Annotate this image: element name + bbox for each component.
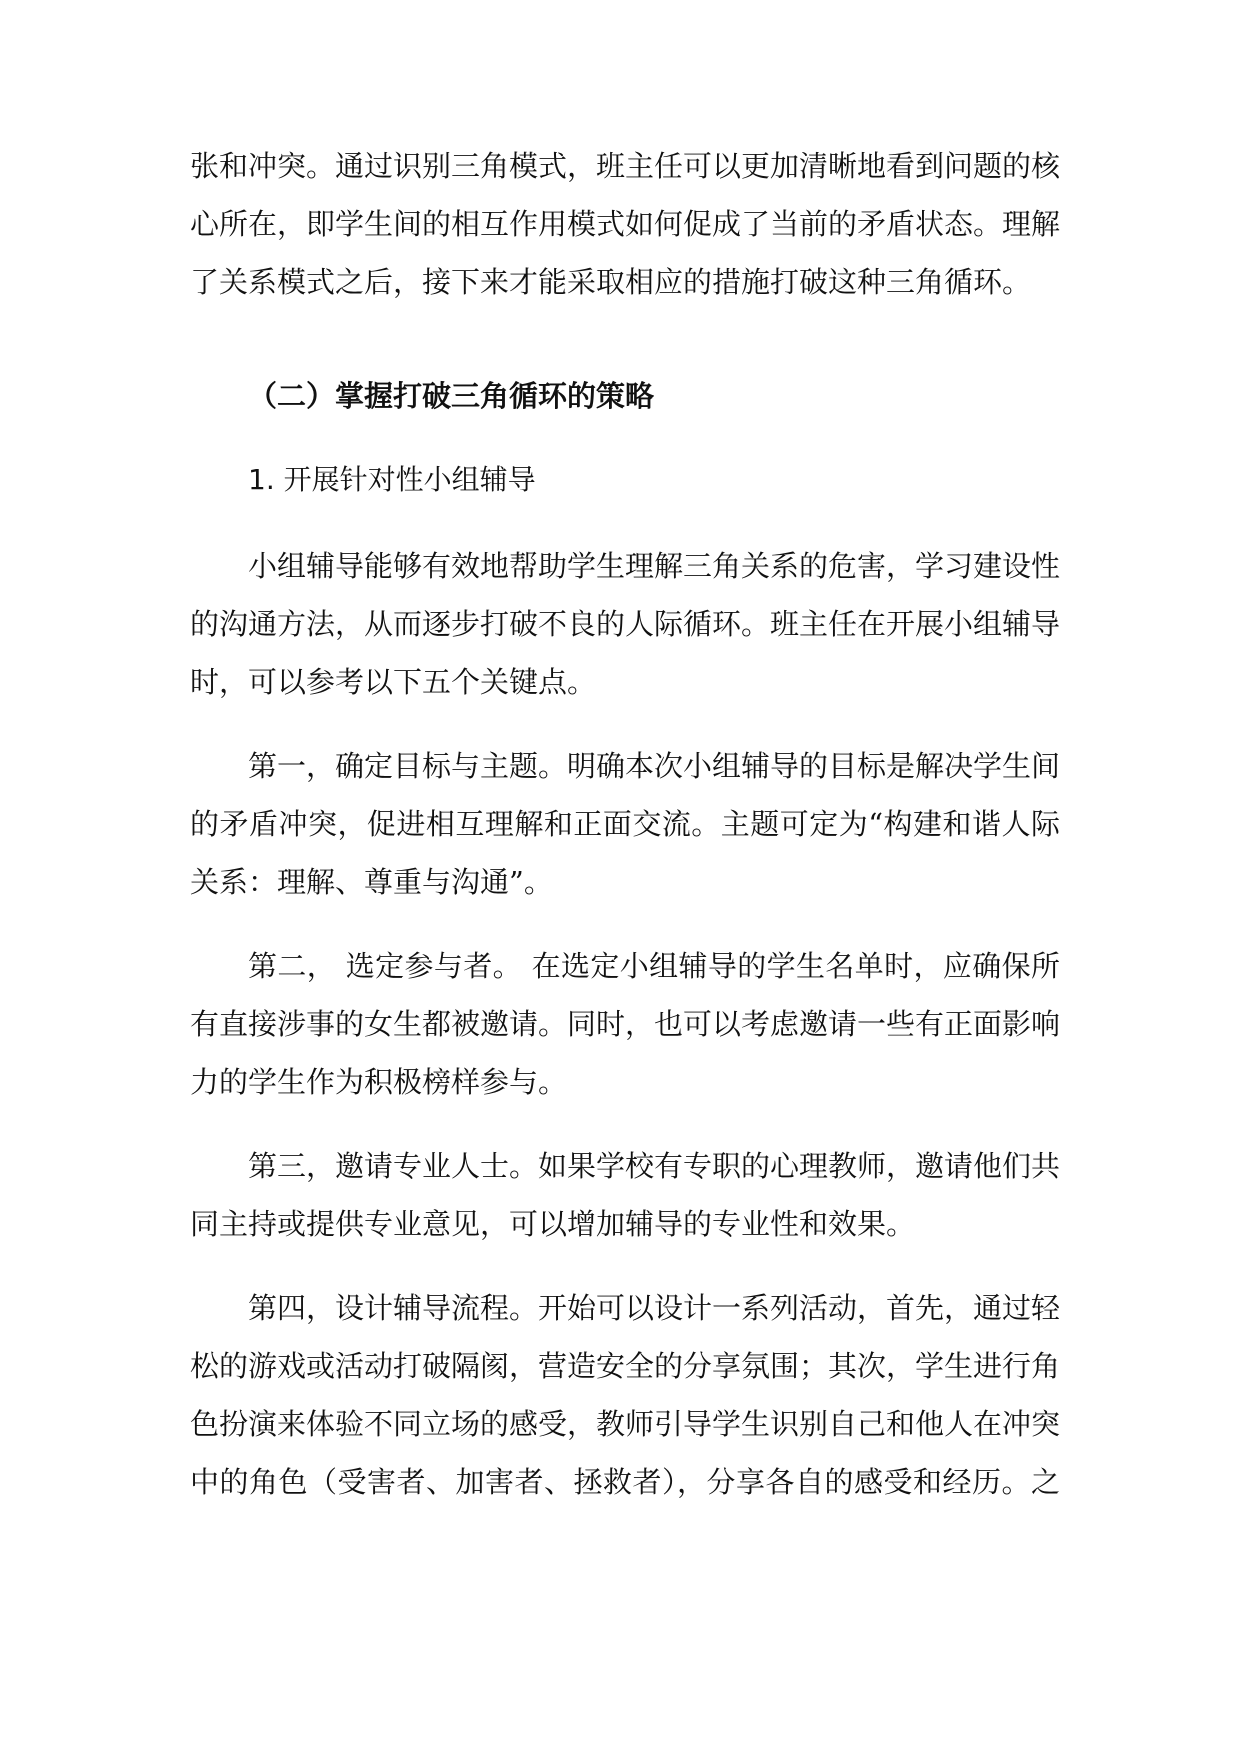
paragraph-2-line-1: 第一，确定目标与主题。明确本次小组辅导的目标是解决学生间 — [248, 749, 1061, 783]
paragraph-2-line-2: 的矛盾冲突，促进相互理解和正面交流。主题可定为“构建和谐人际 — [190, 807, 1060, 841]
paragraph-5-line-2: 松的游戏或活动打破隔阂，营造安全的分享氛围；其次，学生进行角 — [190, 1349, 1061, 1383]
paragraph-4-line-2: 同主持或提供专业意见，可以增加辅导的专业性和效果。 — [190, 1207, 916, 1241]
paragraph-1-line-1: 小组辅导能够有效地帮助学生理解三角关系的危害，学习建设性 — [248, 549, 1061, 583]
intro-line-2: 心所在，即学生间的相互作用模式如何促成了当前的矛盾状态。理解 — [190, 207, 1061, 241]
paragraph-5-line-3: 色扮演来体验不同立场的感受，教师引导学生识别自己和他人在冲突 — [190, 1407, 1061, 1441]
paragraph-1-line-3: 时，可以参考以下五个关键点。 — [190, 665, 597, 699]
paragraph-1-line-2: 的沟通方法，从而逐步打破不良的人际循环。班主任在开展小组辅导 — [190, 607, 1061, 641]
paragraph-5-line-4: 中的角色（受害者、加害者、拯救者），分享各自的感受和经历。之 — [190, 1465, 1060, 1499]
intro-line-3: 了关系模式之后，接下来才能采取相应的措施打破这种三角循环。 — [190, 265, 1032, 299]
intro-line-1: 张和冲突。通过识别三角模式，班主任可以更加清晰地看到问题的核 — [190, 149, 1061, 183]
paragraph-2-line-3: 关系：理解、尊重与沟通”。 — [190, 865, 553, 899]
section-heading: （二）掌握打破三角循环的策略 — [248, 379, 655, 413]
paragraph-3-line-3: 力的学生作为积极榜样参与。 — [190, 1065, 568, 1099]
paragraph-3-line-1: 第二， 选定参与者。 在选定小组辅导的学生名单时，应确保所 — [248, 949, 1060, 983]
paragraph-5-line-1: 第四，设计辅导流程。开始可以设计一系列活动，首先，通过轻 — [248, 1291, 1061, 1325]
paragraph-3-line-2: 有直接涉事的女生都被邀请。同时，也可以考虑邀请一些有正面影响 — [190, 1007, 1061, 1041]
paragraph-4-line-1: 第三，邀请专业人士。如果学校有专职的心理教师，邀请他们共 — [248, 1149, 1061, 1183]
subsection-heading: 1. 开展针对性小组辅导 — [248, 463, 536, 496]
